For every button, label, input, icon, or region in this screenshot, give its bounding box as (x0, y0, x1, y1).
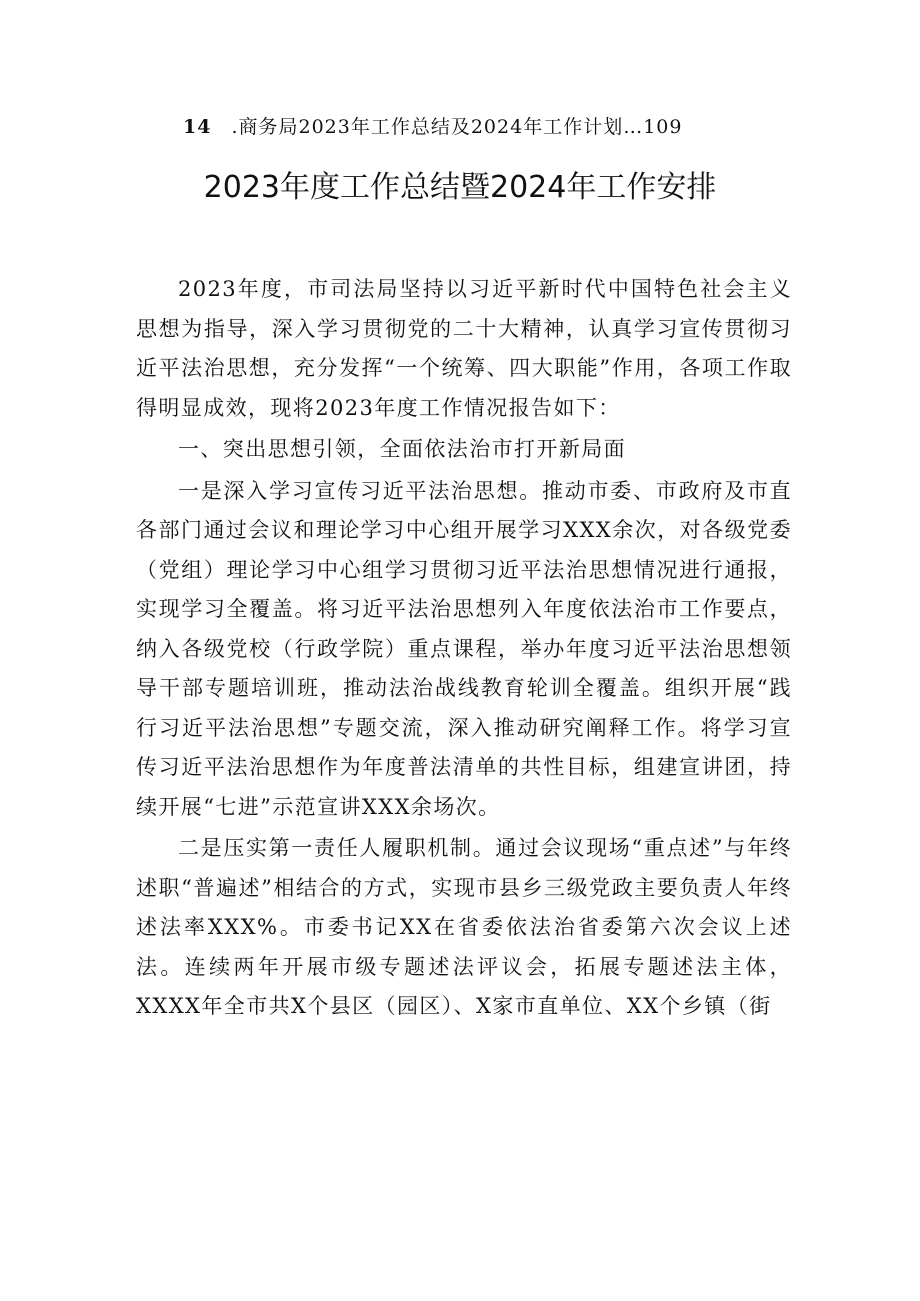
section-heading-1: 一、突出思想引领，全面依法治市打开新局面 (178, 437, 626, 461)
document-title: 2023年度工作总结暨2024年工作安排 (203, 170, 717, 205)
toc-entry-number: 14 (183, 116, 212, 138)
toc-entry-text: .商务局2023年工作总结及2024年工作计划…109 (231, 116, 683, 138)
paragraph-responsibility-mechanism: 二是压实第一责任人履职机制。通过会议现场“重点述”与年终述职“普遍述”相结合的方式，实现市县乡三级党政主要负责人年终述法率XXX%。市委书记XX在省委依法治省委第六次会议上述法。连续两年开展市级专题述法评议会，拓展专题述法主体，XXXX年全市共X个县区（园区）、X家市直单位、XX个乡镇（街 (136, 836, 792, 1018)
paragraph-study-law-thought: 一是深入学习宣传习近平法治思想。推动市委、市政府及市直各部门通过会议和理论学习中心组开展学习XXX余次，对各级党委（党组）理论学习中心组学习贯彻习近平法治思想情况进行通报，实现学习全覆盖。将习近平法治思想列入年度依法治市工作要点，纳入各级党校（行政学院）重点课程，举办年度习近平法治思想领导干部专题培训班，推动法治战线教育轮训全覆盖。组织开展“践行习近平法治思想”专题交流，深入推动研究阐释工作。将学习宣传习近平法治思想作为年度普法清单的共性目标，组建宣讲团，持续开展“七进”示范宣讲XXX余场次。 (136, 478, 792, 819)
toc-entry (183, 112, 682, 139)
document-body (136, 270, 792, 1029)
paragraph-intro: 2023年度，市司法局坚持以习近平新时代中国特色社会主义思想为指导，深入学习贯彻党的二十大精神，认真学习宣传贯彻习近平法治思想，充分发挥“一个统筹、四大职能”作用，各项工作取得明显成效，现将2023年度工作情况报告如下： (136, 277, 792, 420)
